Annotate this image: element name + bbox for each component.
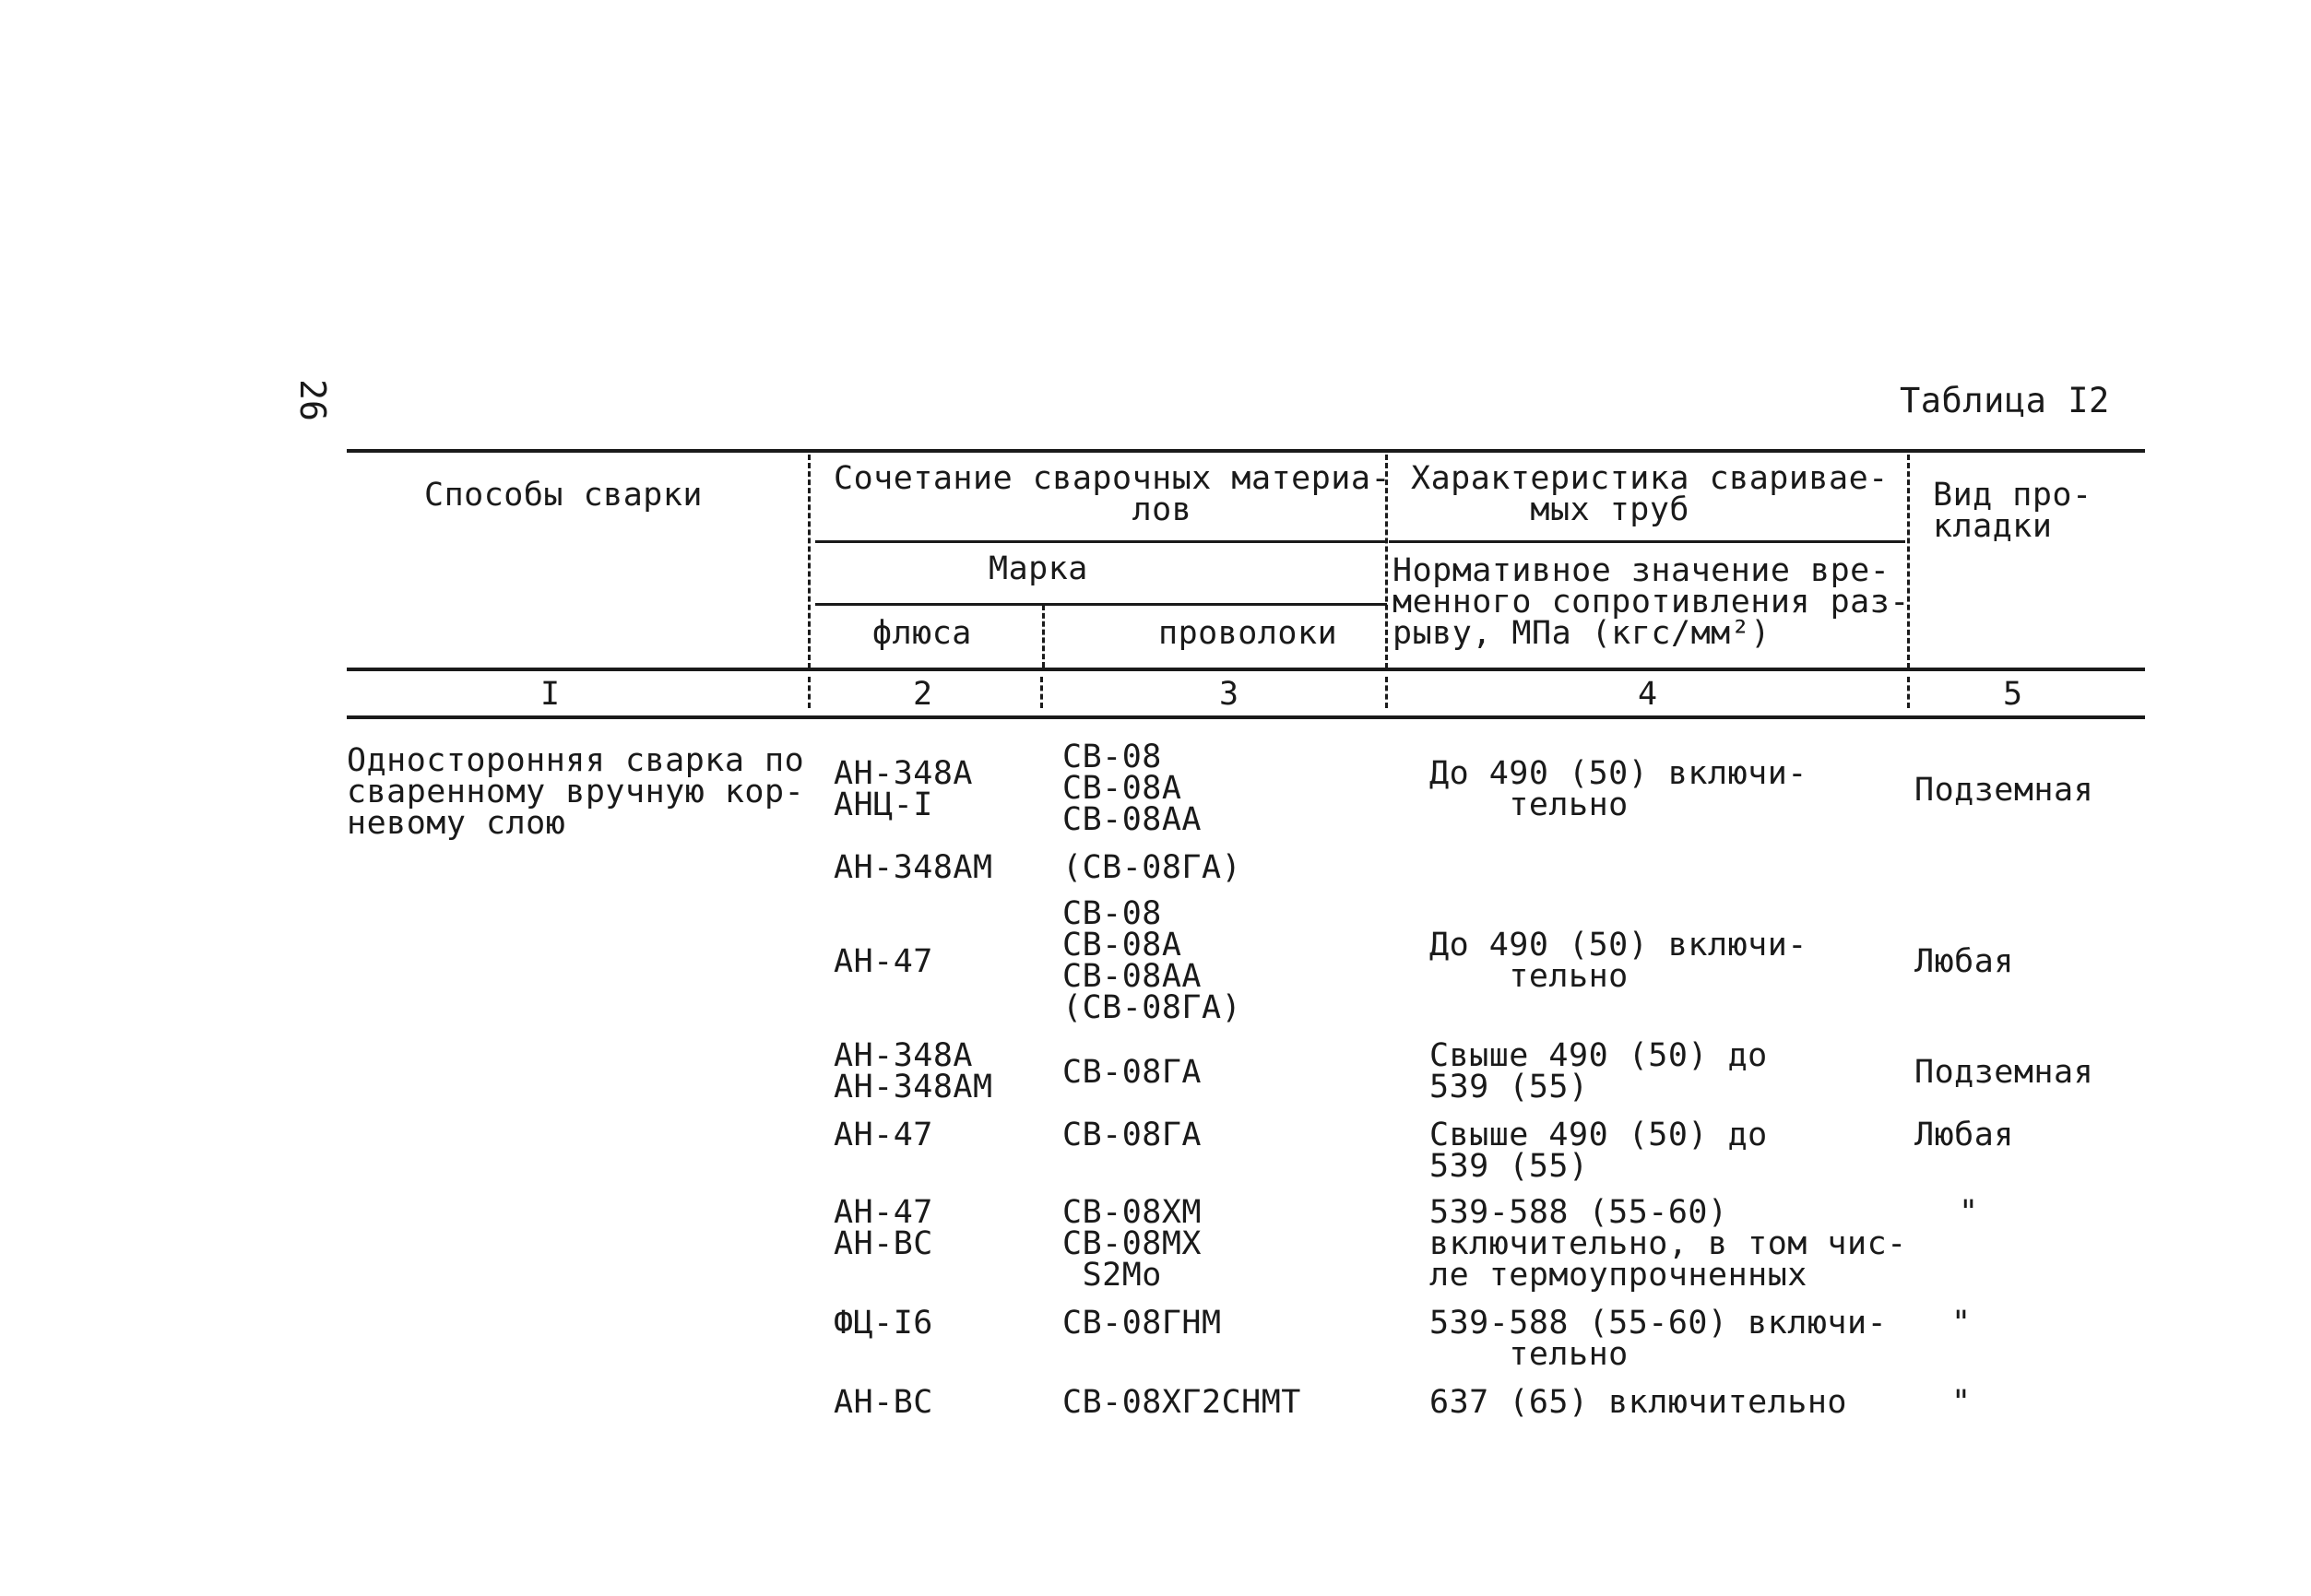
header-combo: Сочетание сварочных материа- лов <box>834 460 1392 528</box>
table-cell-strength: Свыше 490 (50) до 539 (55) <box>1429 1117 1768 1185</box>
table-cell-flux: ФЦ-I6 <box>834 1305 933 1342</box>
table-title: Таблица I2 <box>1900 381 2110 420</box>
table-cell-strength: До 490 (50) включи- тельно <box>1429 755 1807 823</box>
column-numbers-rule <box>347 715 2145 719</box>
table-cell-lining: " <box>1959 1194 1979 1231</box>
table-cell-wire: СВ-08ГА <box>1062 1054 1203 1091</box>
table-cell-wire: СВ-08ГА <box>1062 1117 1203 1153</box>
table-cell-strength: Свыше 490 (50) до 539 (55) <box>1429 1037 1768 1105</box>
table-cell-wire: (СВ-08ГА) <box>1062 849 1242 886</box>
table-cell-strength: 539-588 (55-60) включи- тельно <box>1429 1305 1888 1373</box>
header-flux: флюса <box>872 615 972 652</box>
table-cell-strength: 539-588 (55-60) включительно, в том чис- ле термоупрочненных <box>1429 1194 1907 1294</box>
table-cell-flux: АН-47 <box>834 1117 933 1153</box>
colnum-5: 5 <box>2003 676 2023 713</box>
header-col1: Способы сварки <box>424 477 704 514</box>
header-marka: Марка <box>989 550 1088 587</box>
colnum-4: 4 <box>1638 676 1658 713</box>
colnum-2: 2 <box>913 676 933 713</box>
header-rule-marka <box>815 603 1387 606</box>
header-rule-combo <box>815 540 1387 543</box>
table-cell-flux: АН-47 АН-ВС <box>834 1194 933 1262</box>
table-cell-strength: До 490 (50) включи- тельно <box>1429 927 1807 995</box>
header-wire: проволоки <box>1158 615 1338 652</box>
table-cell-flux: АН-348А АНЦ-I <box>834 755 974 823</box>
colnum-3: 3 <box>1219 676 1239 713</box>
header-pipes: Характеристика сваривае- мых труб <box>1411 460 1889 528</box>
header-bottom-rule <box>347 668 2145 671</box>
col-divider-1 <box>808 455 811 668</box>
table-top-rule <box>347 449 2145 453</box>
table-cell-lining: Подземная <box>1914 1054 2094 1091</box>
table-cell-wire: СВ-08 СВ-08А СВ-08АА <box>1062 739 1203 838</box>
col-divider-2 <box>1042 605 1045 668</box>
num-divider-4 <box>1907 677 1910 708</box>
page-number: 26 <box>291 379 333 421</box>
header-lining: Вид про- кладки <box>1933 477 2092 545</box>
welding-method: Односторонняя сварка по сваренному вручную кор- невому слою <box>347 742 805 842</box>
table-cell-flux: АН-47 <box>834 943 933 980</box>
table-cell-wire: СВ-08 СВ-08А СВ-08АА (СВ-08ГА) <box>1062 895 1242 1026</box>
table-cell-lining: " <box>1951 1384 1972 1421</box>
table-cell-lining: Любая <box>1914 1117 2014 1153</box>
table-cell-strength: 637 (65) включительно <box>1429 1384 1848 1421</box>
table-cell-lining: " <box>1951 1305 1972 1342</box>
table-cell-flux: АН-348АМ <box>834 849 993 886</box>
num-divider-2 <box>1040 677 1043 708</box>
table-cell-wire: СВ-08ГНМ <box>1062 1305 1222 1342</box>
colnum-1: I <box>540 676 561 713</box>
table-cell-flux: АН-ВС <box>834 1384 933 1421</box>
table-cell-flux: АН-348А АН-348АМ <box>834 1037 993 1105</box>
table-cell-lining: Любая <box>1914 943 2014 980</box>
header-strength: Нормативное значение вре- менного сопротивления раз- рыву, МПа (кгс/мм²) <box>1393 552 1910 652</box>
num-divider-1 <box>808 677 811 708</box>
table-cell-wire: СВ-08ХМ СВ-08МХ S2Мо <box>1062 1194 1203 1294</box>
num-divider-3 <box>1385 677 1388 708</box>
table-cell-wire: СВ-08ХГ2СНМТ <box>1062 1384 1301 1421</box>
header-rule-pipes <box>1389 540 1905 543</box>
table-cell-lining: Подземная <box>1914 772 2094 809</box>
